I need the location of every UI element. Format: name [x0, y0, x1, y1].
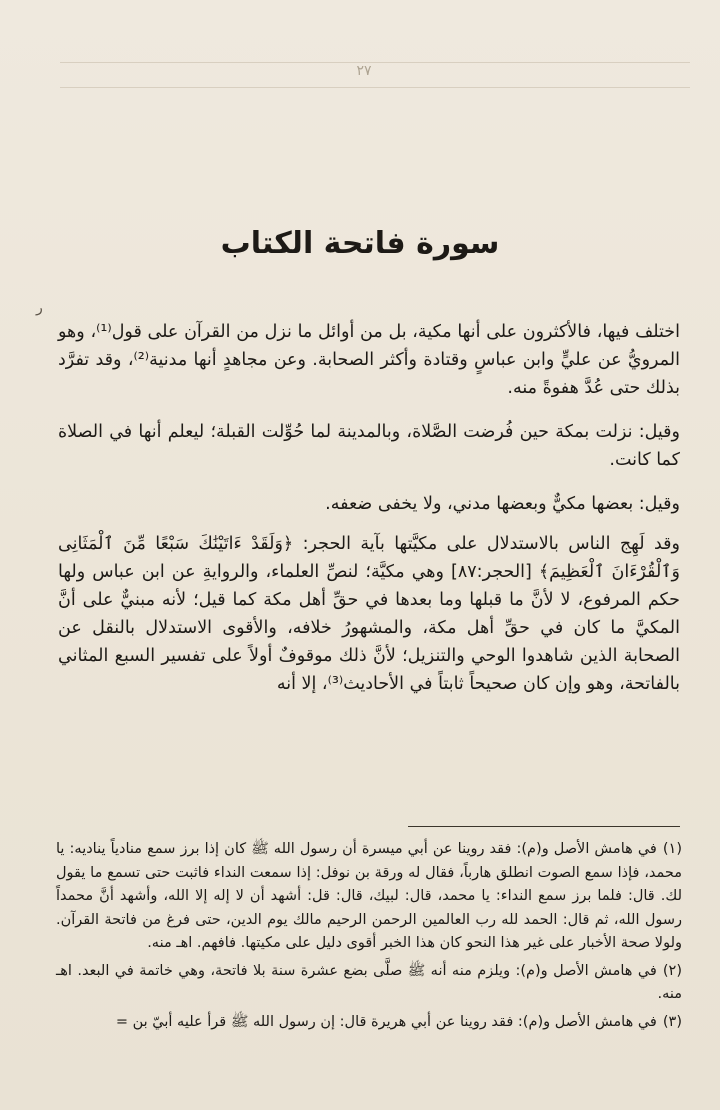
footnotes: [56, 838, 682, 1038]
footnote-number: (١): [662, 841, 682, 857]
footnote-3: [56, 1011, 682, 1035]
footnote-number: (٢): [662, 962, 682, 979]
footnote-text: في هامش الأصل و(م): فقد روينا عن أبي ميسرة أن رسول الله ﷺ كان إذا برز سمع منادياً يناديه: يا محمد، فإذا سمع الصوت انطلق هارباً، فقال له ورقة بن نوفل: إذا سمعت النداء فاثبت حتى تسمع ما يقول لك. قال: فلما برز سمع النداء: يا محمد، قال: لبيك، قال: قل: أشهد أن لا إله إلا الله، وأشهد أنَّ محمداً رسول الله، ثم قال: الحمد لله رب العالمين الرحمن الرحيم مالك يوم الدين، حتى فرغ من فاتحة القرآن. ولولا صحة الأخبار على غير هذا النحو كان هذا الخبر أقوى دليل على مكيتها. فافهم. اهـ منه.: [56, 841, 682, 951]
main-text: [58, 318, 680, 714]
paragraph-1: اختلف فيها، فالأكثرون على أنها مكية، بل من أوائل ما نزل من القرآن على قول⁽¹⁾، وهو المرويُّ عن عليٍّ وابن عباسٍ وقتادة وأكثر الصحابة. وعن مجاهدٍ أنها مدنية⁽²⁾، وقد تفرَّد بذلك حتى عُدَّ هفوةً منه.: [58, 322, 680, 398]
page-number: ٢٧: [356, 63, 372, 79]
footnote-2: [56, 960, 682, 1007]
footnote-text: في هامش الأصل و(م): ويلزم منه أنه ﷺ صلَّى بضع عشرة سنة بلا فاتحة، وهي خاتمة في البعد. اهـ منه.: [56, 962, 682, 1002]
footnote-separator: [408, 826, 680, 827]
footnote-number: (٣): [662, 1013, 682, 1030]
paragraph-2: وقيل: نزلت بمكة حين فُرضت الصَّلاة، وبالمدينة لما حُوِّلت القبلة؛ ليعلم أنها في الصلاة كما كانت.: [58, 422, 680, 470]
surah-title: سورة فاتحة الكتاب: [220, 226, 500, 261]
paragraph-4: وقد لَهِج الناس بالاستدلال على مكيَّتها بآية الحجر: ﴿وَلَقَدْ ءَاتَيْنَٰكَ سَبْعًا مِّنَ ٱلْمَثَانِى وَٱلْقُرْءَانَ ٱلْعَظِيمَ﴾ [الحجر:٨٧] وهي مكيَّة؛ لنصِّ العلماء، والروايةِ عن ابن عباس ولها حكم المرفوع، لا لأنَّ ما قبلها وما بعدها في حقِّ أهل مكة كما قيل؛ لأنه مبنيٌّ على أنَّ المكيَّ ما كان في حقِّ أهل مكة، والمشهورُ خلافه، والأقوى الاستدلال بالنقل عن الصحابة الذين شاهدوا الوحي والتنزيل؛ لأنَّ ذلك موقوفٌ أولاً على تفسير السبع المثاني بالفاتحة، وهو وإن كان صحيحاً ثابتاً في الأحاديث⁽³⁾، إلا أنه: [58, 534, 680, 694]
paragraph-3: وقيل: بعضها مكيٌّ وبعضها مدني، ولا يخفى ضعفه.: [325, 494, 680, 514]
footnote-1: [56, 838, 682, 956]
margin-mark: ر: [36, 300, 43, 316]
footnote-text: في هامش الأصل و(م): فقد روينا عن أبي هريرة قال: إن رسول الله ﷺ قرأ عليه أبيّ بن =: [115, 1013, 657, 1030]
